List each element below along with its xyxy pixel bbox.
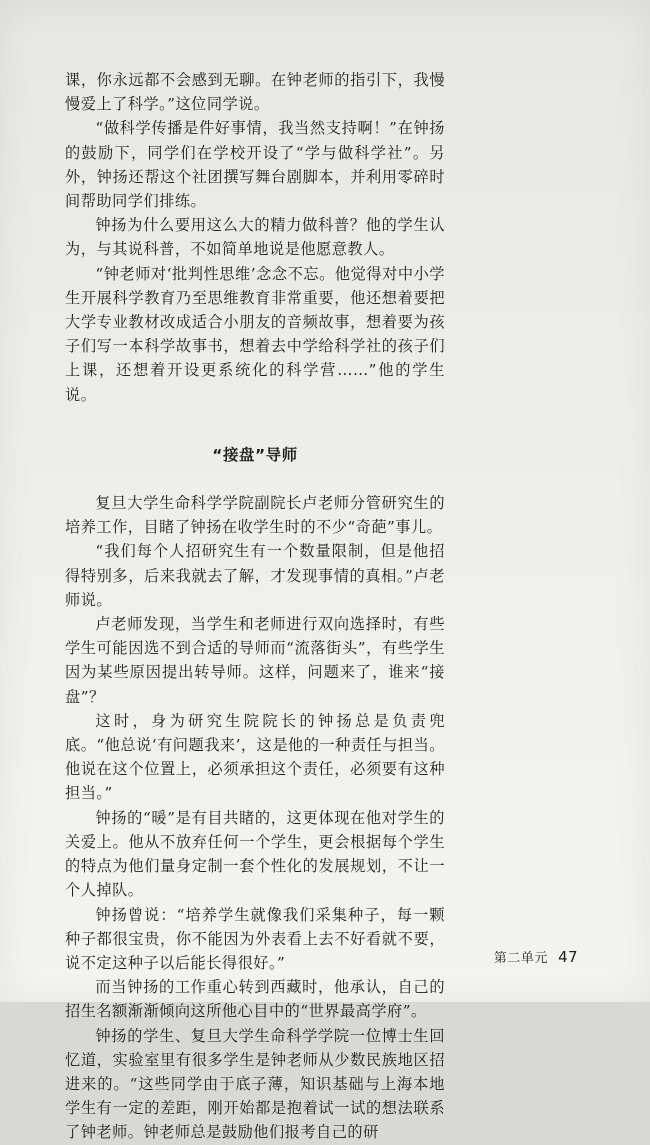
- page-number: 47: [558, 948, 578, 966]
- paragraph-11: 而当钟扬的工作重心转到西藏时，他承认，自己的招生名额渐渐倾向这所他心目中的“世界最高学府”。: [65, 978, 445, 1021]
- paragraph-4: “钟老师对‘批判性思维’念念不忘。他觉得对中小学生开展科学教育乃至思维教育非常重要，他还想着要把大学专业教材改成适合小朋友的音频故事，想着要为孩子们写一本科学故事书，想着去中学给科学社的孩子们上课，还想着开设更系统化的科学营……”他的学生说。: [65, 264, 445, 404]
- page-footer: [494, 947, 578, 966]
- paragraph-1: 课，你永远都不会感到无聊。在钟老师的指引下，我慢慢爱上了科学。”这位同学说。: [65, 71, 445, 114]
- paragraph-8: 这时，身为研究生院院长的钟扬总是负责兜底。“他总说‘有问题我来’，这是他的一种责任与担当。他说在这个位置上，必须承担这个责任，必须要有这种担当。”: [65, 711, 445, 803]
- paragraph-9: 钟扬的“暖”是有目共睹的，这更体现在他对学生的关爱上。他从不放弃任何一个学生，更会根据每个学生的特点为他们量身定制一套个性化的发展规划，不让一个人掉队。: [65, 808, 445, 900]
- paragraph-6: “我们每个人招研究生有一个数量限制，但是他招得特别多，后来我就去了解，才发现事情的真相。”卢老师说。: [65, 542, 445, 609]
- page-body: [65, 68, 445, 1145]
- paragraph-5: 复旦大学生命科学学院副院长卢老师分管研究生的培养工作，目睹了钟扬在收学生时的不少“奇葩”事儿。: [65, 494, 445, 537]
- paragraph-3: 钟扬为什么要用这么大的精力做科普？他的学生认为，与其说科普，不如简单地说是他愿意教人。: [65, 216, 445, 259]
- paragraph-12: 钟扬的学生、复旦大学生命科学学院一位博士生回忆道，实验室里有很多学生是钟老师从少数民族地区招进来的。“这些同学由于底子薄，知识基础与上海本地学生有一定的差距，刚开始都是抱着试一试的想法联系了钟老师。钟老师总是鼓励他们报考自己的研: [65, 1026, 445, 1142]
- paragraph-10: 钟扬曾说：“培养学生就像我们采集种子，每一颗种子都很宝贵，你不能因为外表看上去不好看就不要，说不定这种子以后能长得很好。”: [65, 905, 445, 972]
- section-heading: “接盘”导师: [212, 445, 298, 464]
- paragraph-7: 卢老师发现，当学生和老师进行双向选择时，有些学生可能因选不到合适的导师而“流落街头”，有些学生因为某些原因提出转导师。这样，问题来了，谁来“接盘”？: [65, 615, 445, 706]
- unit-label: 第二单元: [493, 951, 549, 966]
- paragraph-2: “做科学传播是件好事情，我当然支持啊！”在钟扬的鼓励下，同学们在学校开设了“学与做科学社”。另外，钟扬还帮这个社团撰写舞台剧脚本，并利用零碎时间帮助同学们排练。: [65, 119, 445, 211]
